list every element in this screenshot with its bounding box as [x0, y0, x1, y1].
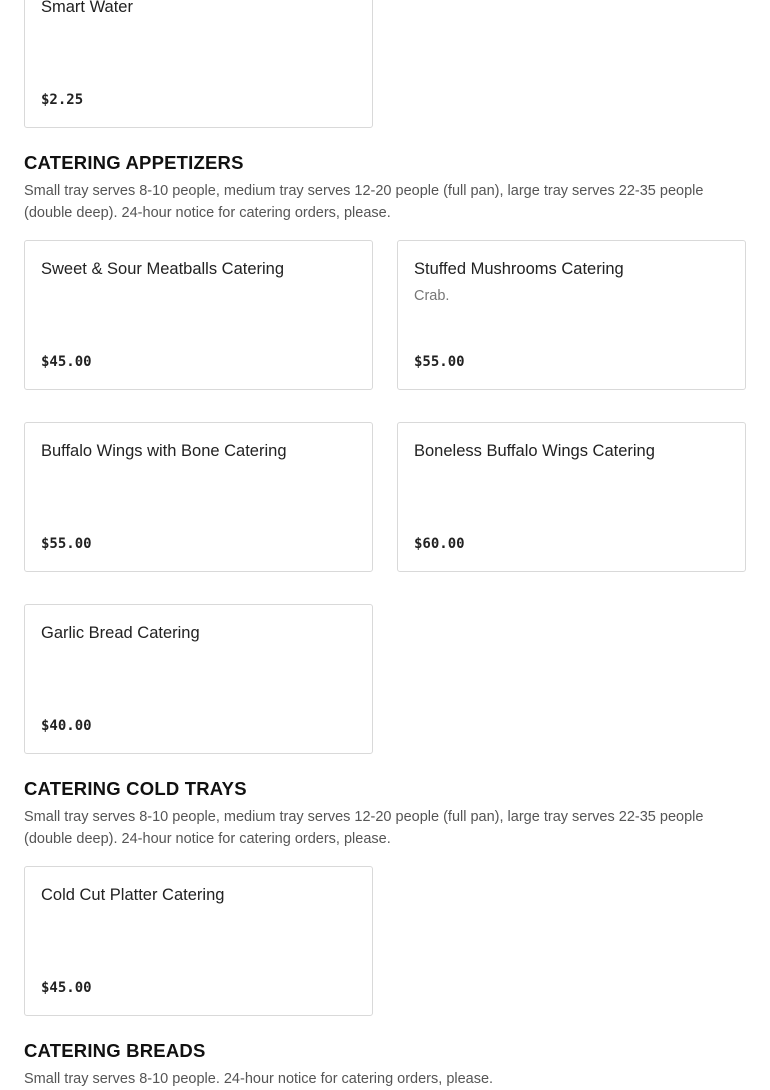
menu-item-card[interactable] — [24, 240, 373, 390]
menu-item-card[interactable] — [397, 240, 746, 390]
menu-item-name: Cold Cut Platter Catering — [41, 886, 225, 904]
menu-item-description: Crab. — [414, 288, 450, 304]
menu-item-price: $45.00 — [41, 980, 92, 996]
section-description: Small tray serves 8-10 people, medium tray serves 12-20 people (full pan), large tray serves 22-35 people (double deep). 24-hour notice for catering orders, please. — [24, 183, 704, 221]
section-title: CATERING BREADS — [24, 1040, 206, 1061]
menu-item-price: $55.00 — [414, 354, 465, 370]
section-title: CATERING APPETIZERS — [24, 152, 244, 173]
menu-item-price: $45.00 — [41, 354, 92, 370]
menu-item-card[interactable] — [24, 866, 373, 1016]
menu-item-price: $60.00 — [414, 536, 465, 552]
menu-item-card[interactable] — [24, 0, 373, 128]
section-title: CATERING COLD TRAYS — [24, 778, 247, 799]
menu-item-price: $40.00 — [41, 718, 92, 734]
menu-item-card[interactable] — [397, 422, 746, 572]
menu-item-name: Smart Water — [41, 0, 133, 16]
menu-item-price: $2.25 — [41, 92, 84, 108]
section-description: Small tray serves 8-10 people, medium tray serves 12-20 people (full pan), large tray serves 22-35 people (double deep). 24-hour notice for catering orders, please. — [24, 809, 704, 847]
menu-item-name: Boneless Buffalo Wings Catering — [414, 442, 655, 460]
menu-item-name: Buffalo Wings with Bone Catering — [41, 442, 287, 460]
menu-item-card[interactable] — [24, 422, 373, 572]
menu-item-name: Stuffed Mushrooms Catering — [414, 260, 624, 278]
menu-item-price: $55.00 — [41, 536, 92, 552]
menu-item-name: Sweet & Sour Meatballs Catering — [41, 260, 285, 278]
menu-item-card[interactable] — [24, 604, 373, 754]
menu-item-name: Garlic Bread Catering — [41, 624, 200, 642]
section-description: Small tray serves 8-10 people. 24-hour notice for catering orders, please. — [24, 1071, 494, 1087]
